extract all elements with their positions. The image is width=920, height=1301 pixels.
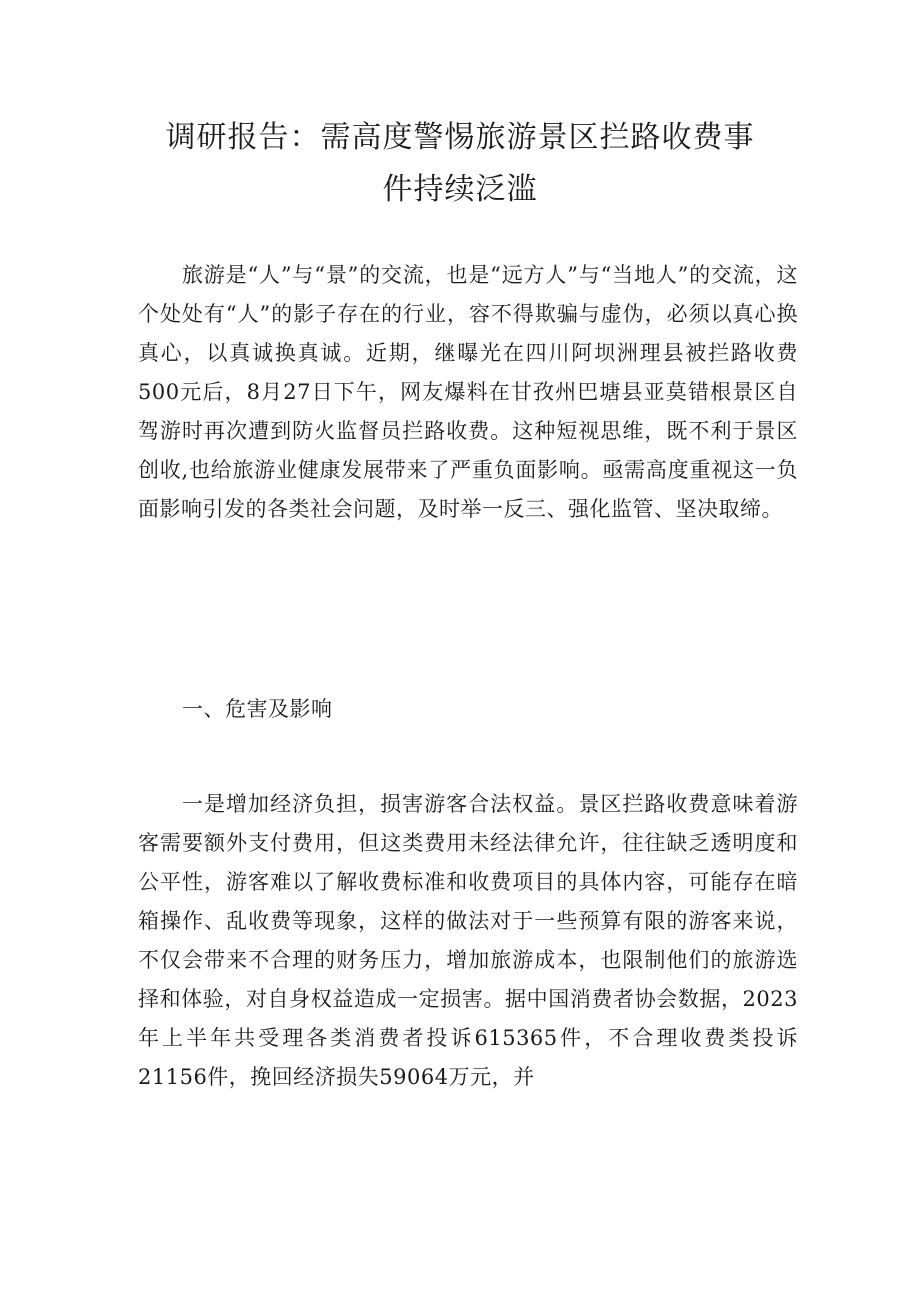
- section-heading: 一、危害及影响: [182, 697, 333, 721]
- intro-paragraph: 旅游是“人”与“景”的交流，也是“远方人”与“当地人”的交流，这个处处有“人”的影子存在的行业，容不得欺骗与虚伪，必须以真心换真心，以真诚换真诚。近期，继曝光在四川阿坝洲理县被拦路收费500元后，8月27日下午，网友爆料在甘孜州巴塘县亚莫错根景区自驾游时再次遭到防火监督员拦路收费。这种短视思维，既不利于景区创收,也给旅游业健康发展带来了严重负面影响。亟需高度重视这一负面影响引发的各类社会问题，及时举一反三、强化监管、坚决取缔。: [138, 263, 798, 521]
- document-title: [140, 112, 780, 216]
- title-line-1: 调研报告：需高度警惕旅游景区拦路收费事: [165, 120, 755, 155]
- body-paragraph: 一是增加经济负担，损害游客合法权益。景区拦路收费意味着游客需要额外支付费用，但这类费用未经法律允许，往往缺乏透明度和公平性，游客难以了解收费标准和收费项目的具体内容，可能存在暗箱操作、乱收费等现象，这样的做法对于一些预算有限的游客来说，不仅会带来不合理的财务压力，增加旅游成本，也限制他们的旅游选择和体验，对自身权益造成一定损害。据中国消费者协会数据，2023年上半年共受理各类消费者投诉615365件，不合理收费类投诉21156件，挽回经济损失59064万元，并: [138, 792, 798, 1089]
- title-line-2: 件持续泛滥: [382, 172, 538, 207]
